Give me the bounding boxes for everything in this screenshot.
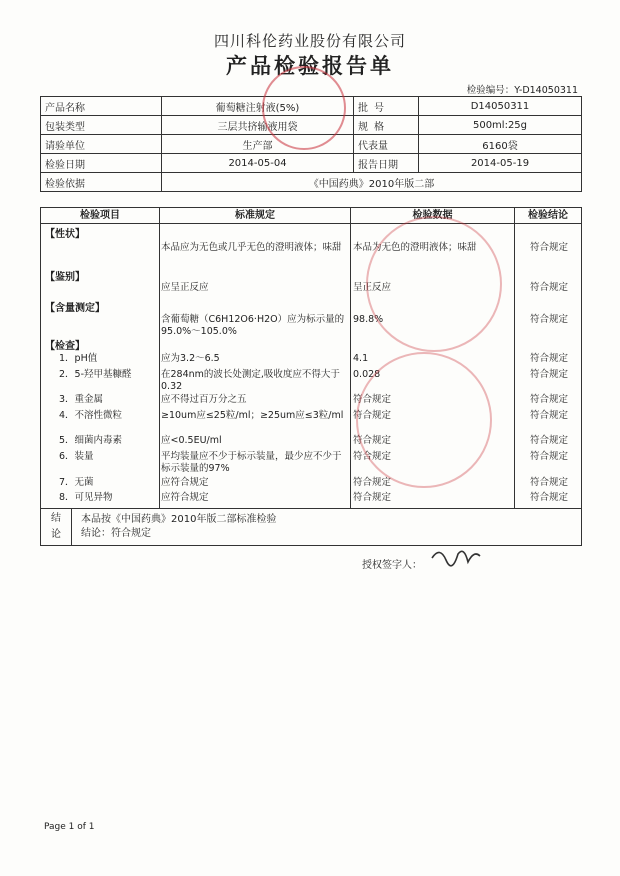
batch-value: D14050311 [419, 97, 582, 116]
handwritten-signature [428, 540, 484, 570]
column-header-data: 检验数据 [351, 208, 514, 224]
table-row-item: 6．装量 [59, 451, 94, 462]
results-table [40, 207, 582, 546]
table-row-standard: 应符合规定 [161, 477, 209, 488]
table-row-data: 本品为无色的澄明液体；味甜 [353, 242, 477, 253]
quality-dept-seal [366, 216, 502, 352]
table-row-data: 呈正反应 [353, 282, 392, 293]
section-appearance: 【性状】 [45, 229, 85, 240]
conclusion-label: 结论 [51, 513, 61, 540]
table-row-standard: 本品应为无色或几乎无色的澄明液体；味甜 [161, 242, 342, 253]
batch-label: 批号 [354, 97, 419, 116]
signature-label: 授权签字人： [362, 560, 422, 571]
page-footer: Page 1 of 1 [44, 822, 95, 832]
column-header-result: 检验结论 [515, 208, 581, 224]
table-row-data: 98.8% [353, 314, 384, 325]
conclusion-line-1: 本品按《中国药典》2010年版二部标准检验 [81, 514, 277, 525]
table-row-data: 符合规定 [353, 410, 392, 421]
table-row-item: 7．无菌 [59, 477, 94, 488]
quantity-label: 代表量 [354, 135, 419, 154]
table-row-item: 3．重金属 [59, 394, 104, 405]
product-name-value: 葡萄糖注射液(5%) [162, 97, 354, 116]
table-row-data: 符合规定 [353, 451, 392, 462]
table-row-standard: 平均装量应不少于标示装量，最少应不少于标示装量的97% [161, 451, 342, 474]
table-row-standard: 应不得过百万分之五 [161, 394, 247, 405]
report-date-value: 2014-05-19 [419, 154, 582, 173]
table-row-standard: 应符合规定 [161, 492, 209, 503]
table-row-item: 1．pH值 [59, 353, 98, 364]
report-number: 检验编号：Y-D14050311 [466, 85, 578, 96]
table-row-result: 符合规定 [529, 242, 568, 253]
table-row-data: 符合规定 [353, 394, 392, 405]
document-title: 产品检验报告单 [226, 53, 394, 78]
test-date-label: 检验日期 [41, 154, 162, 173]
column-header-standard: 标准规定 [160, 208, 350, 224]
section-tests: 【检查】 [45, 341, 85, 352]
column-header-item: 检验项目 [41, 208, 159, 224]
quantity-value: 6160袋 [419, 135, 582, 154]
table-row-result: 符合规定 [529, 314, 568, 325]
table-row-result: 符合规定 [529, 369, 568, 380]
table-row-data: 符合规定 [353, 477, 392, 488]
package-label: 包装类型 [41, 116, 162, 135]
table-row-item: 4．不溶性微粒 [59, 410, 123, 421]
report-date-label: 报告日期 [354, 154, 419, 173]
package-value: 三层共挤输液用袋 [162, 116, 354, 135]
spec-value: 500ml:25g [419, 116, 582, 135]
requester-label: 请验单位 [41, 135, 162, 154]
quality-dept-seal-2 [356, 352, 492, 488]
table-row-standard: 在284nm的波长处测定,吸收度应不得大于0.32 [161, 369, 340, 392]
table-row-result: 符合规定 [529, 451, 568, 462]
table-row-standard: 含葡萄糖（C6H12O6·H2O）应为标示量的95.0%～105.0% [161, 314, 345, 337]
table-row-standard: 应<0.5EU/ml [161, 435, 222, 446]
table-row-result: 符合规定 [529, 353, 568, 364]
table-row-result: 符合规定 [529, 492, 568, 503]
table-row-data: 符合规定 [353, 492, 392, 503]
product-name-label: 产品名称 [41, 97, 162, 116]
table-row-standard: 应为3.2～6.5 [161, 353, 220, 364]
section-assay: 【含量测定】 [45, 303, 105, 314]
table-row-item: 5．细菌内毒素 [59, 435, 123, 446]
table-row-standard: ≥10um应≤25粒/ml；≥25um应≤3粒/ml [161, 410, 344, 421]
table-row-item: 2．5-羟甲基糠醛 [59, 369, 132, 380]
test-date-value: 2014-05-04 [162, 154, 354, 173]
table-row-result: 符合规定 [529, 282, 568, 293]
company-name: 四川科伦药业股份有限公司 [213, 32, 406, 50]
section-identification: 【鉴别】 [45, 272, 85, 283]
table-row-result: 符合规定 [529, 477, 568, 488]
conclusion-line-2: 结论：符合规定 [81, 528, 151, 539]
table-row-data: 4.1 [353, 353, 369, 364]
table-row-result: 符合规定 [529, 394, 568, 405]
table-row-data: 0.028 [353, 369, 381, 380]
table-row-data: 符合规定 [353, 435, 392, 446]
inspection-seal [262, 66, 346, 150]
table-row-standard: 应呈正反应 [161, 282, 209, 293]
basis-value: 《中国药典》2010年版二部 [162, 173, 582, 192]
basis-label: 检验依据 [41, 173, 162, 192]
table-row-result: 符合规定 [529, 410, 568, 421]
table-row-result: 符合规定 [529, 435, 568, 446]
spec-label: 规格 [354, 116, 419, 135]
requester-value: 生产部 [162, 135, 354, 154]
table-row-item: 8．可见异物 [59, 492, 113, 503]
